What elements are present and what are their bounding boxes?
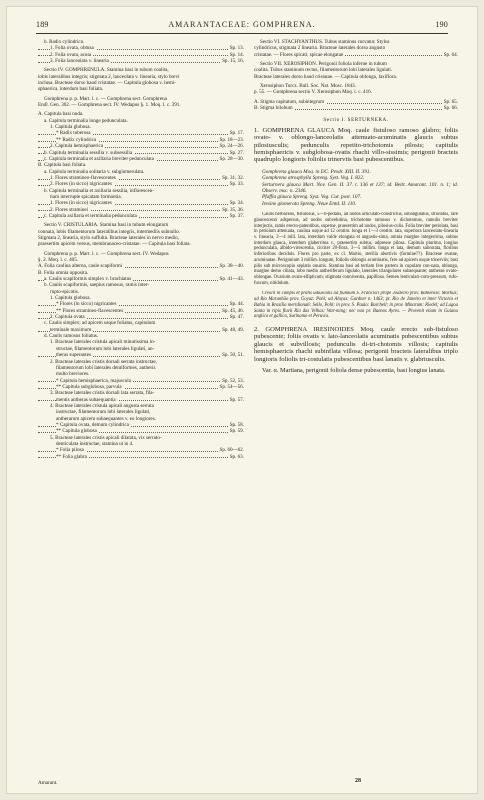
key-right-line-text: Sectio VII. XEROSIPHON. Perigonii foliola inferne in tubum: [260, 61, 387, 68]
key-line-text: 2. Flores (in sicco) nigricantes: [50, 181, 112, 188]
key-line-text: 1. Capitula globosa.: [50, 295, 91, 302]
key-line-text: rupto-spicatis.: [50, 288, 80, 295]
key-line-text: a. Capitula terminalia longe pedunculata.: [44, 117, 128, 124]
key-line-text: 1. Flores (in sicco) nigricantes: [50, 200, 112, 207]
key-right-line-text: Xerosiphon Turcz. Bull. Soc. Nat. Mosc. 1843.: [260, 83, 356, 90]
key-right-line-text: B. Stigma bilobum: [254, 105, 293, 112]
section-heading: Sectio I. SERTURNERA.: [323, 117, 389, 124]
species-1-synonyms: Gomphrena glauca Moq. in DC. Prodr. XIII. II. 391. Gomphrena atrosphylla Spreng. Syst. Veg. I. 822. Serturnera glauca Mart. Nov. Gen. II. 37. t. 136 et 137; id. Beitr. Amarant. 101. n. 1; id. Observ. msc. n. 2346. Pfaffia glauca Spreng. Syst. Veg. Cur. post. 107. Iresine glomerata Spreng. Neue Entd. II. 110.: [262, 168, 458, 207]
species-reference: Sp. 59.: [229, 428, 244, 435]
running-title: AMARANTACEAE: GOMPHRENA.: [168, 20, 316, 29]
running-header: [36, 20, 448, 34]
key-line-text: * Flores (in sicco) nigricantes: [56, 301, 117, 308]
key-line-text: 1. Folia ovata, obtusa: [50, 45, 94, 52]
key-line: [38, 454, 244, 460]
key-line-text: 1. Bracteae laterales cristula apicali minutissima in-: [50, 339, 156, 346]
species-reference: Sp. 45, 46.: [222, 307, 244, 314]
key-line: [38, 58, 244, 64]
key-line-text: lobis lateralibus integris; stigmata 2, lanceolata v. linearia, stylo brevi: [38, 73, 180, 80]
species-reference: Sp. 35, 36.: [222, 206, 244, 213]
species-reference: Sp. 38—40.: [219, 263, 244, 270]
key-line-text: c. Capitula terminalia et axillaria breviter pedunculata: [44, 155, 154, 162]
key-line-text: ** Folia glabra: [56, 453, 87, 460]
species-reference: Sp. 41—43.: [219, 276, 244, 283]
key-right-line: [254, 105, 458, 111]
key-line-text: theras superantes: [56, 352, 91, 359]
key-right-line-text: cylindricus, stigmata 2 linearia. Bracteae laterales dorso angusto: [254, 45, 386, 52]
key-line-text: Endl. Gen. 302. — Gomphrena sect. IV. Wedapus §. 1. Moq. l. c. 391.: [38, 102, 181, 109]
key-line-text: denticulata instructae, stamina ut in 4.: [56, 440, 134, 447]
key-line-text: 2. Capitula hemisphaerica: [50, 143, 104, 150]
species-reference: Sp. 33.: [229, 181, 244, 188]
key-line-text: ** Radix cylindrica: [56, 136, 97, 143]
key-line-text: A. Capitula basi nuda.: [38, 111, 84, 118]
key-line-text: 1. Capitula globosa.: [50, 124, 91, 131]
key-line-text: B. Capitula basi foliata.: [38, 162, 87, 169]
species-2-diagnosis: 2. GOMPHRENA IRESINOIDES Moq. caule erecto sub-fistuloso pubescente; foliis ovatis v. lato-lanceolatis acuminatis pubescentibus subtus glaucis et subvillosis; pedunculis di-tri-chotomis villosis; capitulis hemisphaericis rhachi subinflata villosa; perigonii bracteis lateralibus triplo longioris foliolis tri-costulatis pubescentibus basi lanatis v. glabriusculis.: [254, 325, 458, 363]
species-reference: Sp. 18—23.: [219, 136, 244, 143]
key-right-line: [254, 74, 458, 80]
footer-signature: Amarant.: [38, 780, 58, 786]
key-line-text: 5. Bracteae laterales cristis apicali dilatata, vix serrato-: [50, 434, 162, 441]
species-reference: Sp. 63.: [229, 453, 244, 460]
page-number-right: 190: [435, 20, 448, 29]
key-line-text: Sectio IV. GOMPHRENULA. Stamina basi in tubum coalita,: [44, 67, 169, 74]
key-line-text: praesertim apicem versus, membranaceo-cristatae. — Capitula basi foliata.: [38, 241, 191, 248]
key-line-text: * Capitula hemisphaerica, majuscula: [56, 377, 131, 384]
key-line-text: instructae, filamentorum lobi laterales ligulati,: [56, 409, 151, 416]
key-line-text: A. Folia caulina alterna, caule scapiformi: [38, 263, 123, 270]
key-line-text: ** Flores stramineo-flavescentes: [56, 307, 124, 314]
species-reference: Sp. 57.: [229, 396, 244, 403]
key-line-text: B. Folia omnia opposita.: [38, 269, 89, 276]
key-line-text: ** Capitula subglobosa, parvula: [56, 383, 122, 390]
key-line-text: b. Caulis scapiformis, saepius ramosus, ramis inter-: [44, 282, 150, 289]
species-reference: Sp. 60—62.: [219, 447, 244, 454]
key-line-text: c. Capitula axillaria et terminalia pedunculata: [44, 212, 137, 219]
key-right-line: [254, 52, 458, 58]
key-line-text: 2. Bracteae laterales cristis dorsali serrata instructae,: [50, 358, 157, 365]
species-reference: Sp. 17.: [229, 130, 244, 137]
key-line-text: 3. Bracteae laterales cristis dorsali lata serrata, fila-: [50, 390, 155, 397]
species-reference: Sp. 28—30.: [219, 155, 244, 162]
key-line-text: b. Capitula terminalia et axillaria sessilia, inflorescen-: [44, 187, 155, 194]
key-line-text: multo breviores.: [56, 371, 90, 378]
species-reference: Sp. 64.: [443, 51, 458, 58]
key-line-text: 2. Capitula ovata: [50, 314, 85, 321]
key-line-text: a. Caulis scapiformis simplex v. brachiatus: [44, 276, 132, 283]
species-reference: Sp. 34.: [229, 200, 244, 207]
species-1-habitat: Crescit in campis et pratis udiusculis ad flumium S. Francisci prope Joazeiro prov. Bahiensis: Martius; ad Rio Maranhão prov. Goyaz: Pohl; ad Aloyas: Gardner n. 1463; pr. Rio de Janeiro et inter Victoria et Bahia in Brasilia meridionali: Sello, Pohl; in prov. S. Paulo: Burchell; in prov. Minarum: Riedel; ad Lagoa Santa in ripis fluvii Rio das Velhas: War-ming; nec non pr. Buenos Ayres. — Provenit etiam in Guiana anglica et gallica, Surinamo et Peruvia.: [254, 291, 458, 320]
species-reference: Sp. 48, 49.: [222, 326, 244, 333]
left-column-key: [38, 39, 244, 460]
key-right-line-text: Bracteae laterales dorso haud cristatae. — Capitula oblonga, laxiflora.: [254, 73, 397, 80]
species-reference: Sp. 15, 16.: [222, 58, 244, 65]
key-line-text: Stigmata 2, linearia, stylo suffulta. Bracteae laterales in nervo medio,: [38, 234, 179, 241]
key-line: [38, 241, 244, 247]
key-line-text: c. Caulis simplex; ad apicem usque foliatus, capitulum: [44, 320, 156, 327]
key-line-text: 1. Flores stramineo-flavescentes: [50, 174, 116, 181]
key-line-text: 4. Bracteae laterales cristula apicali angusta serrata: [50, 402, 154, 409]
key-line-text: antherarum apicem subaequantes v. eo longiores.: [56, 415, 156, 422]
species-reference: Sp. 65.: [443, 98, 458, 105]
key-line-text: b. Radix cylindrica.: [44, 39, 85, 45]
key-line: [38, 213, 244, 219]
key-line-text: d. Caulis ramosus foliatus.: [44, 333, 99, 340]
species-reference: Sp. 24—26.: [219, 143, 244, 150]
key-right-line-text: A. Stigma capitatum, subintegrum: [254, 98, 325, 105]
species-1-description: Caulis herbaceus, fistulosus, 5—6-pedalis, ad nodos articulato-constrictus, subangulatus, striolatus, rare glaucescenti adspersus, ad nodos subvelutina, trichotome ramosus v. dichotomus, ramulis breviter interjectis, ramis erecto-patentibus, superne, praesertim ad nodos, pilosius-culis. Folia breviter petiolata, basi in petiolum attenuata, caulina usque ad 12 centim. longa et 1—3 centim. lata, superiora lanceolato-linearia v. linearia, 2—4 mill. lata, interdum valde elongata et angustis-sima, omnia margine integerrima, subtus interdum glauca, interdum glaberrima v., praesertim subtus, adpresse pilosa. Capitula plurima, longius pedunculata, albido-virescentia, circiter 20-flora, 3—5 millim. longa et lata, demum subrotata, floribus inferioribus deciduis. Flores pro parte, ex cl. Martio, sterilia abortivis (formine??). Bracteae ovatae, acuminatae. Perigonium 3 millim. longum, foliolis oblongis acuminatis, fere ad apicem usque trinerviis; basi pilis sub microscopio sepiatis onustis. Stamina basi ad tertiam fere partem in cupulam con-nata, oblonga, margine demo ciliata, lobo medio antheriferum ligulato, laterales triangulares subaequante; antherae ovato-oblongae. Ovarium ovato-ellipticum; stigmata conniventia, papillosa. Semen lenticulari-com-pressum, rufo-fuscum, nitidulum.: [254, 212, 458, 286]
species-reference: Sp. 44.: [229, 301, 244, 308]
species-reference: Sp. 54—56.: [219, 383, 244, 390]
key-line-text: Gomphrena p. p. Mart. l. c. — Gomphrena sect. IV. Wedapus: [44, 250, 169, 257]
key-line-text: tiam interrupte spicatam formantia.: [50, 193, 122, 200]
key-line-text: 2. Flores straminei: [50, 206, 89, 213]
species-reference: Sp. 27.: [229, 149, 244, 156]
species-reference: Sp. 31, 32.: [222, 174, 244, 181]
key-line: [38, 102, 244, 108]
key-line-text: * Capitula ovata, demum cylindrica: [56, 421, 129, 428]
species-reference: Sp. 14.: [229, 51, 244, 58]
right-column: [254, 39, 458, 374]
key-right-line-text: Sectio VI. STACHYANTHUS. Tubus staminus curvatur. Stylus: [260, 39, 390, 45]
key-line: [38, 86, 244, 92]
key-line-text: Sectio V. CRISTULARIA. Stamina basi in tubum elongatum: [44, 222, 169, 229]
key-right-line-text: p. 55. — Gomphrena sectio V. Xerosiphon Moq. l. c. 416.: [254, 89, 372, 96]
key-line-text: 3. Folia lanceolata v. linearia: [50, 58, 109, 65]
species-reference: Sp. 47.: [229, 314, 244, 321]
key-line-text: 2. Folia ovata, acuta: [50, 51, 92, 58]
species-reference: Sp. 58.: [229, 421, 244, 428]
key-right-line-text: coalita. Tubus staminum rectus, filamentorum lobi laterales ligulati.: [254, 67, 393, 74]
key-line-text: connata, lobis filamentorum lateralibus integris, intermediis subnullo.: [38, 228, 180, 235]
key-line-text: filamentorum lobi laterales dentiformes, antheris: [56, 364, 156, 371]
species-reference: Sp. 13.: [229, 45, 244, 52]
key-line-text: terminale maximum: [50, 326, 92, 333]
key-line-text: * Folia pilosa: [56, 447, 84, 454]
species-reference: Sp. 37.: [229, 212, 244, 219]
key-right-line: [254, 89, 458, 95]
page-number-left: 189: [36, 20, 49, 29]
header-rule: [36, 33, 448, 34]
key-line-text: b. Capitula terminalia sessilia v. subsessilia: [44, 149, 133, 156]
species-1-diagnosis: 1. GOMPHRENA GLAUCA Moq. caule fistuloso ramoso glabro; foliis ovato- v. oblongo-lanceolatis attenuato-acuminatis glaucis subtus pilosiusculis; pedunculis repetito-trichotomis pilosis; capitulis hemisphaericis v. subglobosa-ovatis rhachi villo-sissimis; perigonii bracteis quadruplo longioris foliolis trinerviis basi pubescentibus.: [254, 126, 458, 164]
species-reference: Sp. 50, 51.: [222, 352, 244, 359]
species-reference: Sp. 66.: [443, 105, 458, 112]
book-page: [6, 6, 478, 794]
key-line-text: mentis antheras subaequantia: [56, 396, 116, 403]
species-2-variety: Var. α. Martiana, perigonii foliola dense pubescentia, basi longius lanata.: [262, 366, 446, 374]
key-line-text: sphaerica, interdum basi foliata.: [38, 86, 104, 93]
key-line-text: Gomphrena p. p. Mart. l. c. — Gomphrena sect. Gomphrena: [44, 95, 167, 102]
right-column-key: [254, 39, 458, 111]
key-line-text: inclusa. Bracteae dorso haud cristatae. — Capitula globosa v. hemi-: [38, 80, 177, 87]
key-line-text: structae, filamentorum lobi laterales ligulati, an-: [56, 345, 155, 352]
species-reference: Sp. 52, 53.: [222, 377, 244, 384]
key-line-text: ** Capitula globosa: [56, 428, 97, 435]
key-right-line-text: cristatae. — Flores spicati, spicae elongatae: [254, 51, 344, 58]
key-line-text: * Radix tuberosa: [56, 130, 91, 137]
key-line-text: §. 2. Moq. l. c. 405.: [38, 257, 79, 263]
key-line-text: a. Capitula terminalia solitaria v. subglomerulata.: [44, 168, 145, 175]
signature-number: 28: [355, 778, 361, 784]
